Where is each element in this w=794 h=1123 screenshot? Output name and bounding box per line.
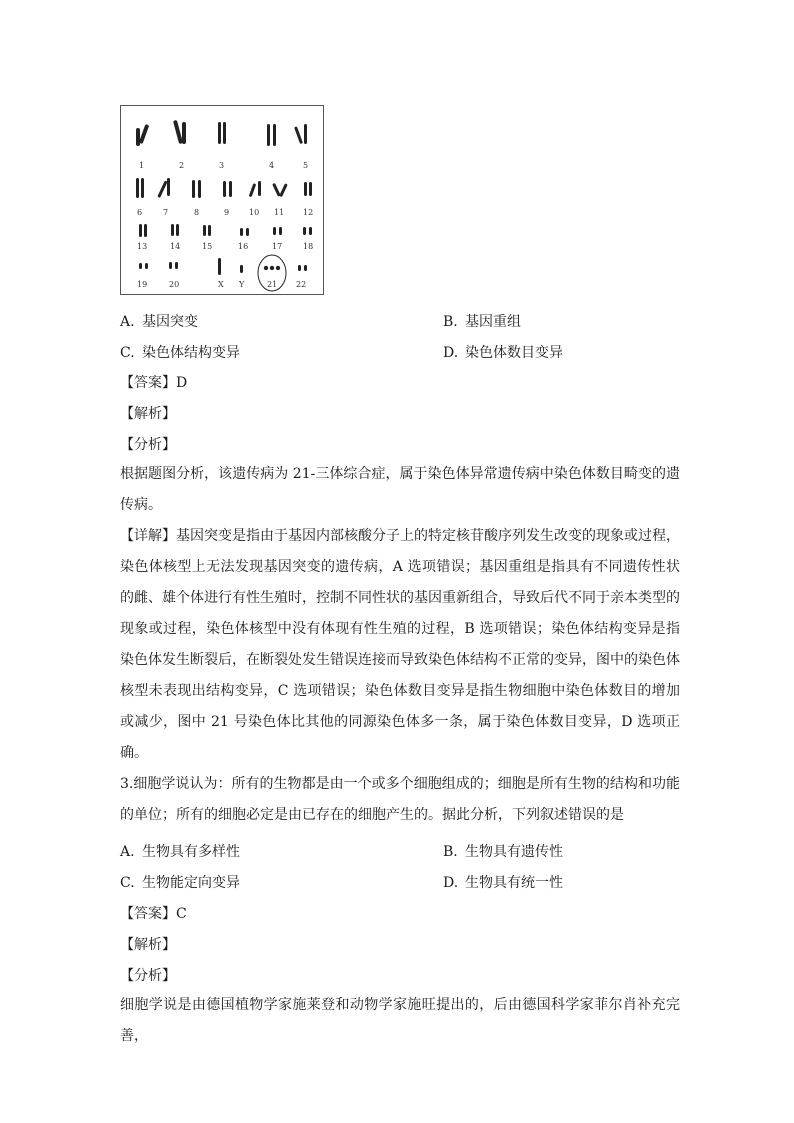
label-19: 19	[137, 280, 148, 289]
q2-option-d[interactable]: D. 染色体数目变异	[443, 345, 563, 361]
karyotype-figure	[120, 105, 324, 295]
chromosome-x	[218, 258, 221, 275]
label-15: 15	[202, 242, 213, 251]
chromosome-pair-15	[203, 225, 211, 236]
q2-options-row-1	[120, 311, 680, 331]
q3-stem: 3.细胞学说认为：所有的生物都是由一个或多个细胞组成的；细胞是所有生物的结构和功能的单位；所有的细胞必定是由已存在的细胞产生的。据此分析，下列叙述错误的是	[120, 776, 680, 823]
chromosome-pair-17	[273, 227, 282, 235]
label-7: 7	[163, 208, 169, 217]
chromosome-pair-20	[169, 262, 178, 269]
label-y: Y	[239, 280, 245, 289]
q2-analysis-text: 根据题图分析，该遗传病为 21-三体综合症，属于染色体异常遗传病中染色体数目畸变的遗传病。	[120, 466, 680, 513]
q2-detail-text: 【详解】基因突变是指由于基因内部核酸分子上的特定核苷酸序列发生改变的现象或过程，染色体核型上无法发现基因突变的遗传病，A 选项错误；基因重组是指具有不同遗传性状的雌、雄个体进行有性生殖时，控制不同性状的基因重新组合，导致后代不同于亲本类型的现象或过程，染色体核型中没有体现有性生殖的过程，B 选项错误；染色体结构变异是指染色体发生断裂后，在断裂处发生错误连接而导致染色体结构不正常的变异，图中的染色体核型未表现出结构变异，C 选项错误；染色体数目变异是指生物细胞中染色体数目的增加或减少，图中 21 号染色体比其他的同源染色体多一条，属于染色体数目变异，D 选项正确。	[120, 528, 680, 761]
label-20: 20	[169, 280, 180, 289]
q2-options-row-2	[120, 342, 680, 362]
chromosome-trisomy-21	[264, 266, 280, 270]
label-18: 18	[303, 242, 314, 251]
chromosome-pair-22	[298, 265, 307, 271]
q2-option-c[interactable]: C. 染色体结构变异	[120, 345, 240, 361]
chromosome-pair-6	[136, 178, 144, 198]
chromosome-pair-3	[218, 122, 226, 144]
label-17: 17	[272, 242, 283, 251]
label-5: 5	[303, 161, 309, 170]
chromosome-pair-12	[304, 182, 312, 196]
label-22: 22	[296, 280, 307, 289]
chromosome-pair-1	[136, 124, 149, 146]
chromosome-pair-13	[139, 224, 147, 237]
q3-option-a[interactable]: A. 生物具有多样性	[120, 844, 240, 860]
chromosome-pair-7	[157, 178, 170, 198]
chromosome-y	[240, 265, 243, 273]
chromosome-pair-5	[294, 124, 307, 144]
label-10: 10	[249, 208, 260, 217]
chromosome-pair-10	[249, 181, 261, 197]
q2-fenxi-heading: 【分析】	[120, 437, 176, 453]
label-9: 9	[224, 208, 230, 217]
chromosome-pair-2	[173, 120, 186, 144]
chromosome-pair-16	[240, 228, 249, 236]
label-11: 11	[274, 208, 285, 217]
label-12: 12	[303, 208, 314, 217]
q2-answer: 【答案】D	[120, 375, 188, 391]
label-x: X	[218, 280, 224, 289]
q3-answer: 【答案】C	[120, 906, 187, 922]
chromosome-pair-4	[267, 124, 276, 146]
label-3: 3	[219, 161, 225, 170]
q3-fenxi-heading: 【分析】	[120, 968, 176, 984]
q3-option-d[interactable]: D. 生物具有统一性	[443, 875, 563, 891]
q3-options-row-2	[120, 872, 680, 892]
chromosome-pair-11	[272, 183, 288, 197]
label-21: 21	[267, 280, 278, 289]
label-16: 16	[238, 242, 249, 251]
chromosome-pair-19	[139, 263, 148, 269]
label-1: 1	[139, 161, 145, 170]
label-8: 8	[194, 208, 200, 217]
q2-option-a[interactable]: A. 基因突变	[120, 314, 198, 330]
q3-jiexi-heading: 【解析】	[120, 937, 176, 953]
label-14: 14	[170, 242, 181, 251]
q3-option-c[interactable]: C. 生物能定向变异	[120, 875, 240, 891]
label-6: 6	[137, 208, 143, 217]
chromosome-pair-9	[223, 181, 232, 197]
q3-option-b[interactable]: B. 生物具有遗传性	[443, 844, 563, 860]
chromosome-pair-14	[171, 224, 179, 236]
q2-option-b[interactable]: B. 基因重组	[443, 314, 521, 330]
label-4: 4	[269, 161, 275, 170]
label-13: 13	[137, 242, 148, 251]
karyotype-image	[121, 106, 325, 296]
q3-options-row-1	[120, 841, 680, 861]
q3-analysis-text: 细胞学说是由德国植物学家施莱登和动物学家施旺提出的，后由德国科学家菲尔肖补充完善，	[120, 997, 680, 1044]
chromosome-pair-18	[303, 227, 312, 235]
label-2: 2	[179, 161, 185, 170]
chromosome-pair-8	[192, 180, 201, 198]
q2-jiexi-heading: 【解析】	[120, 406, 176, 422]
